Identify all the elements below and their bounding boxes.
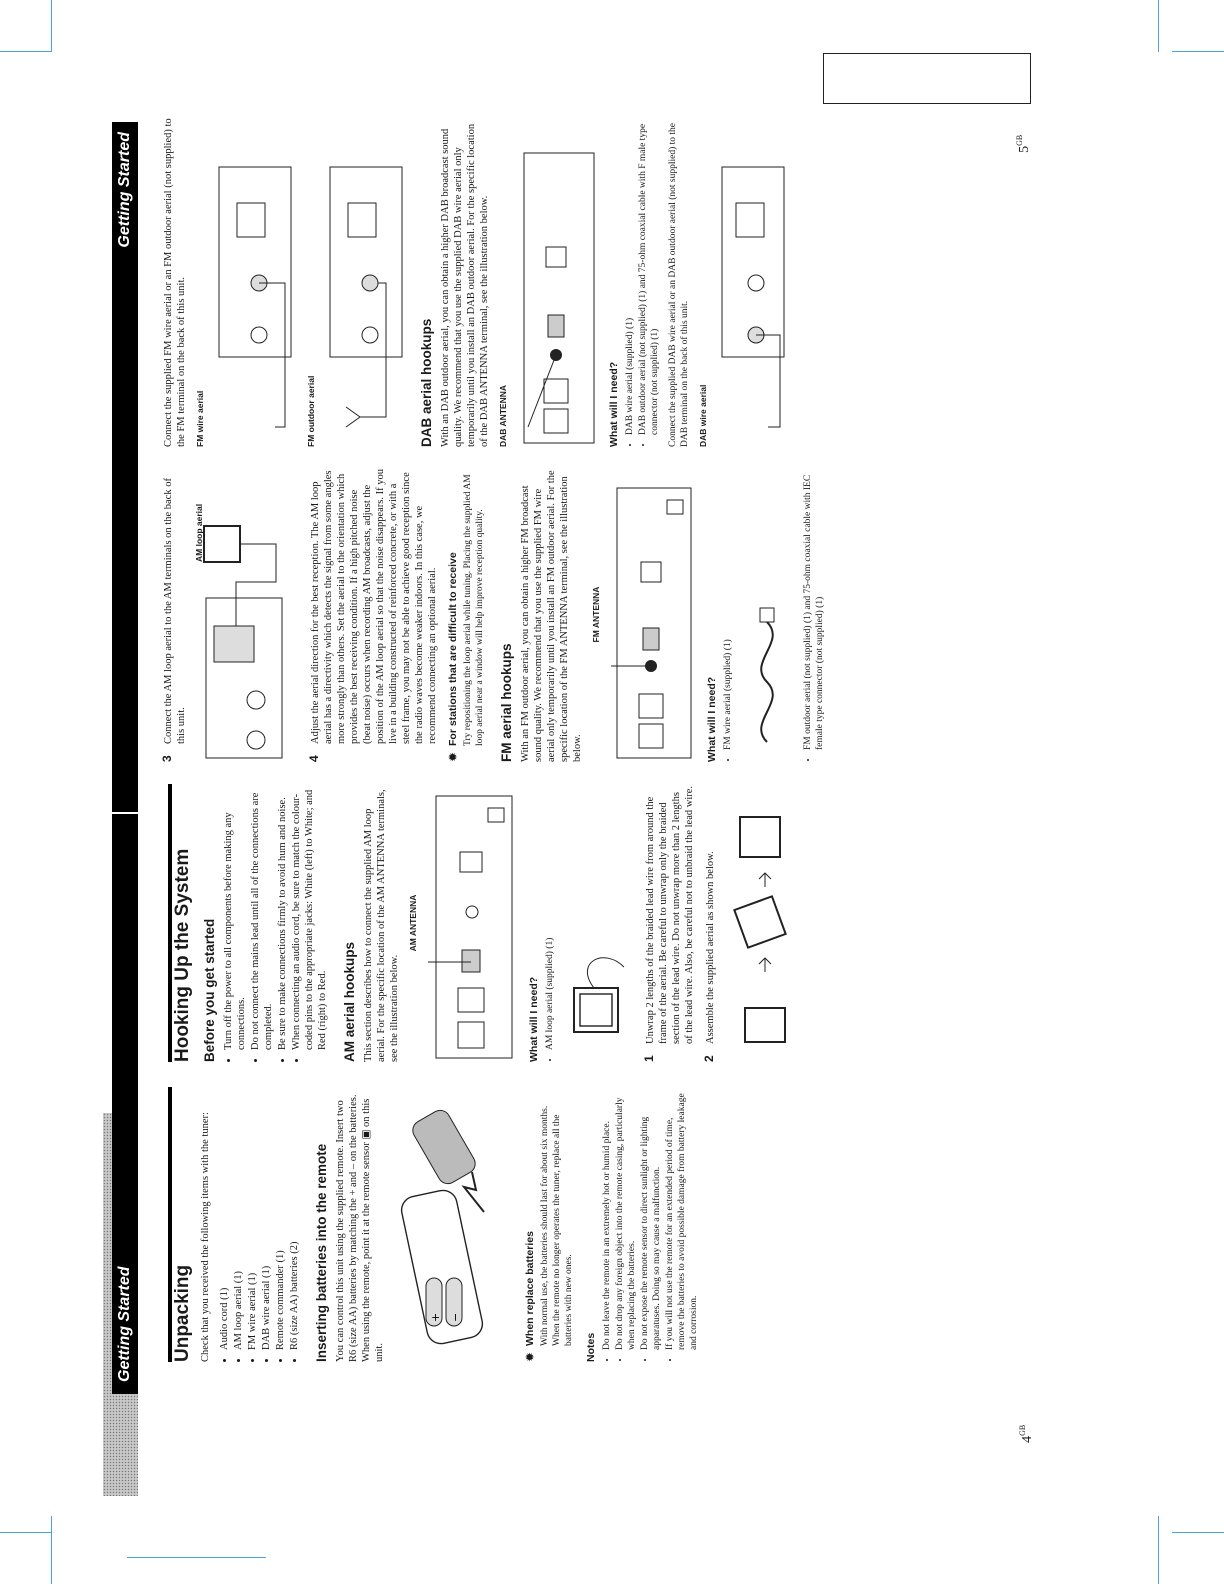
- dab-connect-text: Connect the supplied DAB wire aerial or an DAB outdoor aerial (not supplied) to the DAB terminal on the back of this unit.: [668, 123, 690, 447]
- page-number-left: $4^{GB}$: [1018, 1424, 1035, 1443]
- lightbulb-icon: ✹: [446, 751, 460, 762]
- list-item: • Do not expose the remote sensor to direct sunlight or lighting apparatuses. Doing so may cause a malfunction.: [639, 1087, 663, 1350]
- notes-title: Notes: [585, 1332, 597, 1362]
- rotated-spread: [112, 102, 1112, 1482]
- page-number-right: $5^{GB}$: [1015, 134, 1032, 153]
- fm-need-title: What will I need?: [706, 676, 718, 762]
- unpacking-intro: Check that you received the following items with the tuner:: [200, 1112, 211, 1362]
- am-need-list: [544, 784, 556, 1062]
- crop-mark: [1158, 0, 1159, 52]
- am-assembly-illustration: [725, 792, 805, 1062]
- fm-connect-text: Connect the supplied FM wire aerial or an FM outdoor aerial (not supplied) to the FM terminal on the back of this unit.: [163, 118, 187, 447]
- fm-need-list-2: [802, 467, 826, 762]
- header-bar-left: Getting Started: [112, 814, 138, 1394]
- battery-hint-title: When replace batteries: [524, 1231, 536, 1346]
- am-rear-panel-illustration: [428, 792, 518, 1062]
- column-fm-dab: [162, 117, 798, 447]
- dab-antenna-label: DAB ANTENNA: [498, 384, 508, 447]
- notes-list: [601, 1087, 700, 1362]
- footer-rule: [127, 1557, 266, 1558]
- unpacking-list: [218, 1087, 301, 1362]
- crop-mark: [1172, 51, 1224, 52]
- list-item: • FM wire aerial (1): [246, 1087, 259, 1350]
- fm-outdoor-label: FM outdoor aerial: [306, 375, 316, 447]
- list-item: • Remote commander (1): [274, 1087, 287, 1350]
- list-item: • Do not drop any foreign object into the remote casing, particularly when replacing the batteries.: [614, 1087, 638, 1350]
- crop-mark: [51, 0, 52, 52]
- dab-wire-connection-illustration: [718, 147, 788, 447]
- column-am-fm: 3 Connect the AM loop aerial to the AM terminals on the back of this unit. AM loop aerial 4 Adjust the aerial direction for the best reception. The AM loop aerial has a directivity which detects the signal from some angles more strongly than others. Set the aerial to the orientation which provides the best receiving condition. If a high pitched noise (beat noise) occurs when recording AM broadcasts, adjust the position of the AM loop aerial so that the noise disappears. If you live in a building constructed of reinforced concrete, or with a steel frame, you may not be able to achieve good reception since the radio waves become weaker indoors. In this case, we recommend connecting an optional aerial. ✹ For stations that are difficult to receive Try repositioning the loop aerial while tuning. Placing the supplied AM loop aerial near a window will help improve reception quality. FM aerial hookups With an FM outdoor aerial, you can obtain a higher FM broadcast sound quality. We recommend that you use the supplied FM wire aerial only temporarily until you install an FM outdoor aerial. For the specific location of the FM ANTENNA terminal, see the illustration below. FM ANTENNA What will I need? • FM wire aerial (supplied) (1) • FM outdoor aerial (not supplied) (1) and 75-ohm coaxial cable with IEC female type connector (not supplied) (1): [162, 467, 832, 762]
- list-item: • Do not connect the mains lead until all of the connections are completed.: [249, 784, 275, 1050]
- remote-battery-illustration: [394, 1102, 514, 1362]
- dab-rear-panel-illustration: [518, 147, 598, 447]
- dab-need-title: What will I need?: [608, 361, 620, 447]
- am-need-title: What will I need?: [528, 976, 540, 1062]
- list-item: • Be sure to make connections firmly to avoid hum and noise.: [276, 784, 289, 1050]
- crop-mark: [0, 51, 52, 52]
- crop-mark: [0, 1532, 52, 1533]
- fm-wire-label: FM wire aerial: [195, 390, 205, 447]
- list-item: • FM wire aerial (supplied) (1): [722, 467, 734, 750]
- list-item: • AM loop aerial (1): [232, 1087, 245, 1350]
- svg-text:−: −: [449, 1312, 462, 1322]
- list-item: • Turn off the power to all components before making any connections.: [222, 784, 248, 1050]
- lightbulb-icon: ✹: [523, 1351, 537, 1362]
- am-antenna-label: AM ANTENNA: [408, 894, 418, 952]
- list-item: • DAB outdoor aerial (not supplied) (1) and 75-ohm coaxial cable with F male type connector (not supplied) (1): [637, 117, 661, 435]
- fm-rear-panel-illustration: [611, 482, 696, 762]
- crop-mark: [51, 1516, 52, 1584]
- am-step-2: 2 Assemble the supplied aerial as shown below.: [702, 851, 716, 1062]
- reference-box: [823, 53, 1031, 104]
- before-title: Before you get started: [202, 918, 217, 1062]
- am-text: This section describes how to connect the supplied AM loop aerial. For the specific location of the AM ANTENNA terminals, see the illustration below.: [363, 789, 400, 1062]
- fm-wire-aerial-illustration: [742, 562, 792, 762]
- fm-need-list: [722, 467, 734, 762]
- am-step-3: 3 Connect the AM loop aerial to the AM terminals on the back of this unit.: [160, 478, 187, 762]
- am-connection-illustration: [196, 482, 291, 762]
- battery-hint: [524, 1087, 575, 1362]
- column-hooking: [162, 784, 815, 1062]
- list-item: • Audio cord (1): [218, 1087, 231, 1350]
- fm-outdoor-connection-illustration: [326, 147, 406, 447]
- hooking-title: Hooking Up the System: [168, 784, 189, 1062]
- svg-text:+: +: [429, 1312, 442, 1322]
- am-title: AM aerial hookups: [342, 941, 357, 1062]
- list-item: • R6 (size AA) batteries (2): [288, 1087, 301, 1350]
- header-bar-right: Getting Started: [112, 122, 138, 812]
- unpacking-title: Unpacking: [168, 1087, 189, 1362]
- dab-text: With an DAB outdoor aerial, you can obtain a higher DAB broadcast sound quality. We recommend that you use the supplied DAB wire aerial only temporarily until you install an DAB outdoor aerial. For the specific location of the DAB ANTENNA terminal, see the illustration below.: [440, 123, 490, 447]
- fm-wire-connection-illustration: [215, 147, 295, 447]
- list-item: • Do not leave the remote in an extremely hot or humid place.: [601, 1087, 613, 1350]
- list-item: • When connecting an audio cord, be sure to match the colour-coded pins to the appropriate jacks: White (left) to White; and Red (right) to Red.: [290, 784, 329, 1050]
- list-item: • DAB wire aerial (1): [260, 1087, 273, 1350]
- battery-hint-text: With normal use, the batteries should last for about six months. When the remote no longer operates the tuner, replace all the batteries with new ones.: [540, 1105, 574, 1346]
- crop-mark: [1172, 1532, 1224, 1533]
- am-hint: [447, 467, 486, 762]
- am-step-4: 4 Adjust the aerial direction for the best reception. The AM loop aerial has a directivity which detects the signal from some angles more strongly than others. Set the aerial to the orientation which provides the best receiving condition. If a high pitched noise (beat noise) occurs when recording AM broadcasts, adjust the position of the AM loop aerial so that the noise disappears. If you live in a building constructed of reinforced concrete, or with a steel frame, you may not be able to achieve good reception since the radio waves become weaker indoors. In this case, we recommend connecting an optional aerial.: [307, 469, 438, 762]
- dab-title: DAB aerial hookups: [419, 318, 434, 447]
- dab-wire-label: DAB wire aerial: [698, 384, 708, 447]
- am-hint-text: Try repositioning the loop aerial while tuning. Placing the supplied AM loop aerial near a window will help improve reception quality.: [463, 474, 485, 746]
- column-unpacking: [162, 1087, 706, 1362]
- fm-text: With an FM outdoor aerial, you can obtain a higher FM broadcast sound quality. We recommend that you use the supplied FM wire aerial only temporarily until you install an FM outdoor aerial. For the specific location of the FM ANTENNA terminal, see the illustration below.: [520, 470, 583, 762]
- list-item: • FM outdoor aerial (not supplied) (1) and 75-ohm coaxial cable with IEC female type connector (not supplied) (1): [802, 467, 826, 750]
- batteries-text: You can control this unit using the supplied remote. Insert two R6 (size AA) batteries by matching the + and – on the batteries. When using the remote, point it at the remote sensor ▣ on this unit.: [335, 1094, 385, 1362]
- dab-need-list: [624, 117, 661, 447]
- before-list: [222, 784, 329, 1062]
- list-item: • If you will not use the remote for an extended period of time, remove the batteries to avoid possible damage from battery leakage and corrosion.: [664, 1087, 700, 1350]
- list-item: • DAB wire aerial (supplied) (1): [624, 117, 636, 435]
- am-step-1: 1 Unwrap 2 lengths of the braided lead wire from around the frame of the aerial. Be careful to unwrap only the braided section of the lead wire. Do not unwrap more than 2 lengths of the lead wire. Also, be careful not to unbraid the lead wire.: [642, 785, 695, 1062]
- am-loop-aerial-illustration: [564, 942, 634, 1062]
- crop-mark: [1158, 1516, 1159, 1584]
- list-item: • AM loop aerial (supplied) (1): [544, 784, 556, 1050]
- batteries-title: Inserting batteries into the remote: [314, 1143, 329, 1362]
- fm-antenna-label: FM ANTENNA: [591, 586, 601, 643]
- fm-title: FM aerial hookups: [499, 643, 514, 762]
- am-hint-title: For stations that are difficult to receive: [447, 552, 459, 746]
